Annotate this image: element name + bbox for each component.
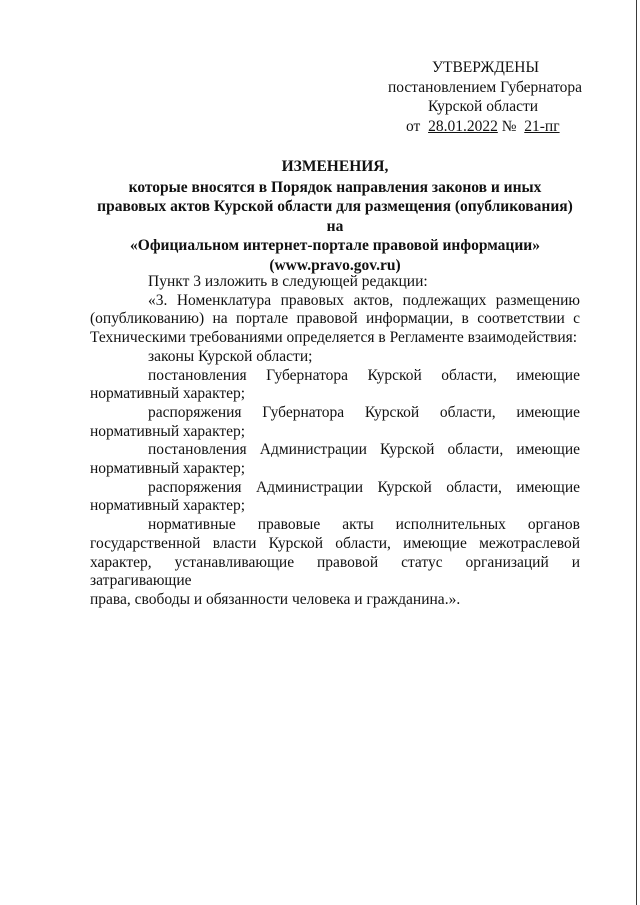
- last-item-line: права, свободы и обязанности человека и гражданина.».: [90, 590, 461, 608]
- document-body: [90, 273, 580, 610]
- approval-region: Курской области: [428, 98, 539, 115]
- approval-date: 28.01.2022: [428, 117, 498, 135]
- last-list-item: [90, 516, 580, 610]
- item3-line: (опубликованию) на портале правовой информации, в соответствии с: [90, 310, 580, 328]
- list-item-line: распоряжения Губернатора Курской области, имеющие: [148, 403, 580, 421]
- scan-edge-line: [636, 0, 637, 905]
- list-item-line: нормативный характер;: [90, 385, 246, 403]
- heading-subtitle-line: правовых актов Курской области для размещения (опубликования) на: [97, 198, 573, 235]
- list-item: [90, 441, 580, 478]
- item3-paragraph: [90, 292, 580, 348]
- heading-subtitle-line: «Официальном интернет-портале правовой информации»: [130, 237, 540, 254]
- item3-line: «3. Номенклатура правовых актов, подлежащих размещению: [148, 291, 580, 309]
- document-heading: [90, 157, 580, 275]
- list-item: [90, 367, 580, 404]
- last-item-line: государственной власти Курской области, имеющие межотраслевой: [90, 534, 580, 552]
- last-item-line: характер, устанавливающие правовой статус организаций и затрагивающие: [90, 553, 580, 590]
- list-item-line: постановления Губернатора Курской области, имеющие: [148, 366, 580, 384]
- approval-date-line: [384, 117, 584, 137]
- list-item-line: нормативный характер;: [90, 460, 246, 478]
- heading-subtitle-line: которые вносятся в Порядок направления законов и иных: [128, 178, 542, 196]
- list-item: [90, 404, 580, 441]
- intro-paragraph: Пункт 3 изложить в следующей редакции:: [148, 273, 428, 290]
- item3-line: Техническими требованиями определяется в Регламенте взаимодействия:: [90, 329, 578, 347]
- list-item: законы Курской области;: [148, 347, 313, 365]
- approval-block: [384, 58, 584, 136]
- heading-subtitle-line: (www.pravo.gov.ru): [269, 256, 401, 274]
- list-item-line: нормативный характер;: [90, 497, 246, 515]
- approval-title: УТВЕРЖДЕНЫ: [432, 59, 539, 76]
- approval-number: 21-пг: [524, 117, 560, 135]
- list-item-line: постановления Администрации Курской области, имеющие: [148, 441, 580, 459]
- approval-number-sign: №: [501, 117, 517, 135]
- approval-date-prefix: от: [406, 117, 421, 135]
- approval-authority: постановлением Губернатора: [388, 78, 583, 96]
- heading-title: ИЗМЕНЕНИЯ,: [281, 158, 389, 175]
- last-item-line: нормативные правовые акты исполнительных органов: [148, 516, 580, 534]
- list-item-line: распоряжения Администрации Курской области, имеющие: [148, 478, 580, 496]
- list-item: [90, 479, 580, 516]
- list-item-line: нормативный характер;: [90, 422, 246, 440]
